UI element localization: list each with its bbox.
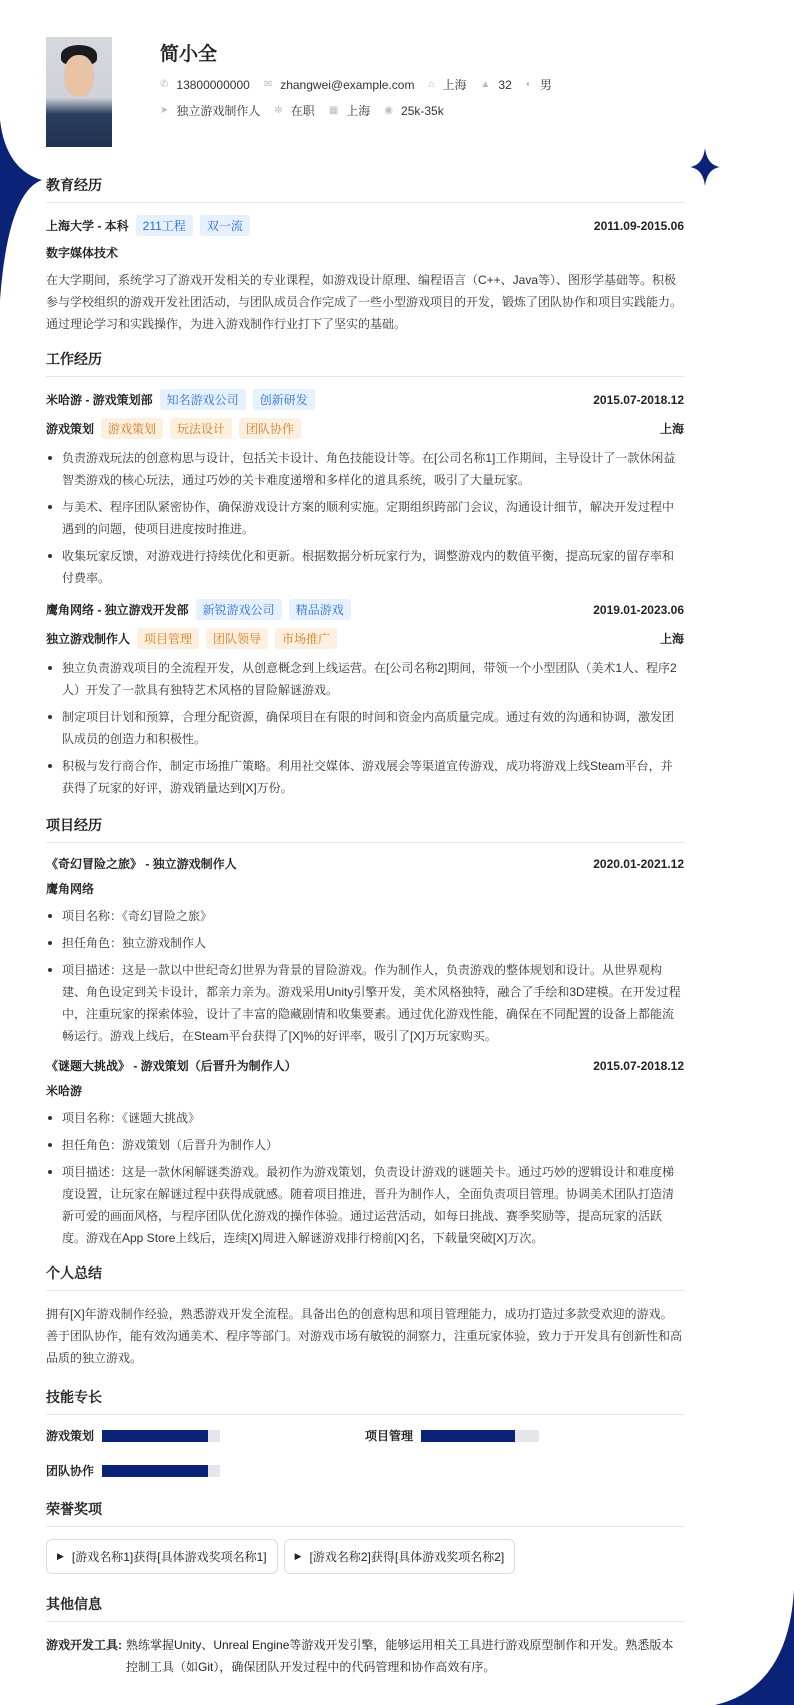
role: 游戏策划 (46, 422, 95, 436)
other-text: 熟练掌握Unity、Unreal Engine等游戏开发引擎，能够运用相关工具进行游戏原型制作和开发。熟悉版本控制工具（如Git），确保团队开发过程中的代码管理和协作高效有序。 (126, 1638, 674, 1674)
bullet-list (46, 657, 684, 799)
work-section (46, 349, 684, 799)
email: zhangwei@example.com (280, 77, 415, 92)
role: 独立游戏制作人 (46, 632, 131, 646)
work-header (46, 389, 684, 410)
other-section (46, 1594, 684, 1678)
status-icon: ✲ (274, 105, 283, 116)
list-item: 担任角色：游戏策划（后晋升为制作人） (46, 1134, 684, 1156)
skill-tag: 团队协作 (239, 418, 301, 439)
gender-icon: ◐ (525, 79, 532, 90)
bullet-list (46, 447, 684, 589)
decor-shape-left (0, 120, 42, 300)
decor-shape-bottom-right (715, 1590, 794, 1705)
section-title: 项目经历 (46, 815, 684, 843)
location: 上海 (442, 78, 467, 92)
skill-item (365, 1427, 684, 1444)
skill-item (46, 1427, 365, 1444)
avatar (46, 37, 112, 147)
work-list (46, 389, 684, 799)
role-group (46, 418, 301, 439)
tag: 双一流 (200, 215, 250, 236)
skill-name: 游戏策划 (46, 1429, 95, 1443)
list-item: 积极与发行商合作，制定市场推广策略。利用社交媒体、游戏展会等渠道宣传游戏，成功将游戏上线Steam平台，并获得了玩家的好评，游戏销量达到[X]万份。 (46, 755, 684, 799)
role-group (46, 628, 337, 649)
star-icon (690, 148, 720, 186)
company: 鹰角网络 - 独立游戏开发部 (46, 603, 189, 617)
list-item: 项目描述：这是一款休闲解谜类游戏。最初作为游戏策划，负责设计游戏的谜题关卡。通过巧妙的逻辑设计和难度梯度设置，让玩家在解谜过程中获得成就感。随着项目推进，晋升为制作人，全面负责项目管理。协调美术团队打造清新可爱的画面风格，与程序团队优化游戏的操作体验。通过运营活动，如每日挑战、赛季奖励等，提高玩家的活跃度。游戏在App Store上线后，连续[X]周进入解谜游戏排行榜前[X]名，下载量突破[X]万次。 (46, 1161, 684, 1249)
position: 独立游戏制作人 (176, 104, 261, 118)
project-name: 《谜题大挑战》 - 游戏策划（后晋升为制作人） (46, 1059, 297, 1073)
skill-list (46, 1427, 684, 1479)
date: 2011.09-2015.06 (593, 218, 684, 233)
project-name: 《奇幻冒险之旅》 - 独立游戏制作人 (46, 857, 237, 871)
list-item: 独立负责游戏项目的全流程开发，从创意概念到上线运营。在[公司名称2]期间，带领一个小型团队（美术1人、程序2人）开发了一款具有独特艺术风格的冒险解谜游戏。 (46, 657, 684, 701)
other-label: 游戏开发工具: (46, 1638, 122, 1652)
list-item: 与美术、程序团队紧密协作，确保游戏设计方案的顺利实施。定期组织跨部门会议，沟通设计细节，解决开发过程中遇到的问题，使项目进度按时推进。 (46, 496, 684, 540)
tag: 新锐游戏公司 (196, 599, 282, 620)
skill-tag: 玩法设计 (170, 418, 232, 439)
list-item: 担任角色：独立游戏制作人 (46, 932, 684, 954)
skill-tag: 市场推广 (275, 628, 337, 649)
skill-bar (102, 1465, 220, 1477)
gender: 男 (539, 78, 552, 92)
project-header (46, 1057, 684, 1074)
bullet-list (46, 1107, 684, 1249)
project-item (46, 1057, 684, 1249)
section-title: 个人总结 (46, 1263, 684, 1291)
triangle-icon: ▶ (57, 1551, 64, 1561)
list-item: 项目描述：这是一款以中世纪奇幻世界为背景的冒险游戏。作为制作人，负责游戏的整体规划和设计。从世界观构建、角色设定到关卡设计，都亲力亲为。游戏采用Unity引擎开发，美术风格独特，融合了手绘和3D建模。在开发过程中，注重玩家的探索体验，设计了丰富的隐藏剧情和收集要素。通过优化游戏性能，确保在不同配置的设备上都能流畅运行。游戏上线后，在Steam平台获得了[X]%的好评率，吸引了[X]万玩家购买。 (46, 959, 684, 1047)
skill-bar-fill (421, 1430, 515, 1442)
age: 32 (498, 77, 512, 92)
list-item: 项目名称：《谜题大挑战》 (46, 1107, 684, 1129)
skill-bar-fill (102, 1430, 208, 1442)
award-item (46, 1539, 278, 1574)
phone-icon: ✆ (160, 79, 169, 90)
phone: 13800000000 (176, 77, 250, 92)
status: 在职 (290, 104, 315, 118)
award-item (284, 1539, 516, 1574)
tag: 211工程 (136, 215, 193, 236)
education-section (46, 175, 684, 335)
skill-bar (102, 1430, 220, 1442)
skill-tag: 团队领导 (206, 628, 268, 649)
award-text: [游戏名称1]获得[具体游戏奖项名称1] (71, 1550, 267, 1564)
skill-item (46, 1462, 365, 1479)
company: 米哈游 - 游戏策划部 (46, 393, 153, 407)
skill-name: 团队协作 (46, 1464, 95, 1478)
skill-name: 项目管理 (365, 1429, 414, 1443)
section-title: 荣誉奖项 (46, 1499, 684, 1527)
home-icon: ⌂ (428, 79, 435, 90)
list-item: 制定项目计划和预算，合理分配资源，确保项目在有限的时间和资金内高质量完成。通过有效的沟通和协调，激发团队成员的创造力和积极性。 (46, 706, 684, 750)
summary-section (46, 1263, 684, 1369)
section-title: 技能专长 (46, 1387, 684, 1415)
project-header (46, 855, 684, 872)
work-header (46, 599, 684, 620)
company-line (46, 389, 315, 410)
date: 2015.07-2018.12 (593, 392, 684, 407)
project-org: 鹰角网络 (46, 882, 95, 896)
work-item (46, 389, 684, 589)
send-icon: ➤ (160, 105, 169, 116)
bullet-list (46, 905, 684, 1047)
project-item (46, 855, 684, 1047)
project-list (46, 855, 684, 1249)
skill-bar (421, 1430, 539, 1442)
section-title: 其他信息 (46, 1594, 684, 1622)
skill-bar-fill (102, 1465, 208, 1477)
awards-section (46, 1499, 684, 1574)
summary-text: 拥有[X]年游戏制作经验，熟悉游戏开发全流程。具备出色的创意构思和项目管理能力，成功打造过多款受欢迎的游戏。善于团队协作，能有效沟通美术、程序等部门。对游戏市场有敏锐的洞察力，注重玩家体验，致力于开发具有创新性和高品质的独立游戏。 (46, 1307, 683, 1365)
award-text: [游戏名称2]获得[具体游戏奖项名称2] (309, 1550, 505, 1564)
mail-icon: ✉ (263, 79, 273, 90)
project-section (46, 815, 684, 1249)
city: 上海 (659, 632, 684, 646)
tag: 创新研发 (253, 389, 315, 410)
city: 上海 (346, 104, 371, 118)
role-line (46, 418, 684, 439)
project-org: 米哈游 (46, 1084, 83, 1098)
header (46, 37, 684, 147)
section-title: 工作经历 (46, 349, 684, 377)
salary: 25k-35k (401, 103, 444, 118)
date: 2019.01-2023.06 (593, 602, 684, 617)
triangle-icon: ▶ (294, 1551, 302, 1561)
salary-icon: ◉ (384, 105, 394, 116)
description: 在大学期间，系统学习了游戏开发相关的专业课程，如游戏设计原理、编程语言（C++、Java等）、图形学基础等。积极参与学校组织的游戏开发社团活动，与团队成员合作完成了一些小型游戏项目的开发，锻炼了团队协作和项目实践能力。通过理论学习和实践操作，为进入游戏制作行业打下了坚实的基础。 (46, 273, 683, 331)
work-item (46, 599, 684, 799)
skills-section (46, 1387, 684, 1479)
list-item: 收集玩家反馈，对游戏进行持续优化和更新。根据数据分析玩家行为，调整游戏内的数值平衡，提高玩家的留存率和付费率。 (46, 545, 684, 589)
list-item: 负责游戏玩法的创意构思与设计，包括关卡设计、角色技能设计等。在[公司名称1]工作期间，主导设计了一款休闲益智类游戏的核心玩法，通过巧妙的关卡难度递增和多样化的道具系统，吸引了大量玩家。 (46, 447, 684, 491)
date: 2020.01-2021.12 (593, 856, 684, 871)
list-item: 项目名称：《奇幻冒险之旅》 (46, 905, 684, 927)
skill-tag: 游戏策划 (101, 418, 163, 439)
date: 2015.07-2018.12 (593, 1058, 684, 1073)
company-line (46, 599, 351, 620)
city: 上海 (659, 422, 684, 436)
section-title: 教育经历 (46, 175, 684, 203)
skill-tag: 项目管理 (137, 628, 199, 649)
resume (46, 37, 684, 1678)
tag: 知名游戏公司 (160, 389, 246, 410)
tag: 精品游戏 (289, 599, 351, 620)
school: 上海大学 - 本科 (46, 219, 129, 233)
role-line (46, 628, 684, 649)
age-icon: ▲ (480, 79, 491, 90)
building-icon: ▦ (328, 105, 339, 116)
name: 简小全 (160, 44, 218, 65)
major: 数字媒体技术 (46, 246, 119, 260)
